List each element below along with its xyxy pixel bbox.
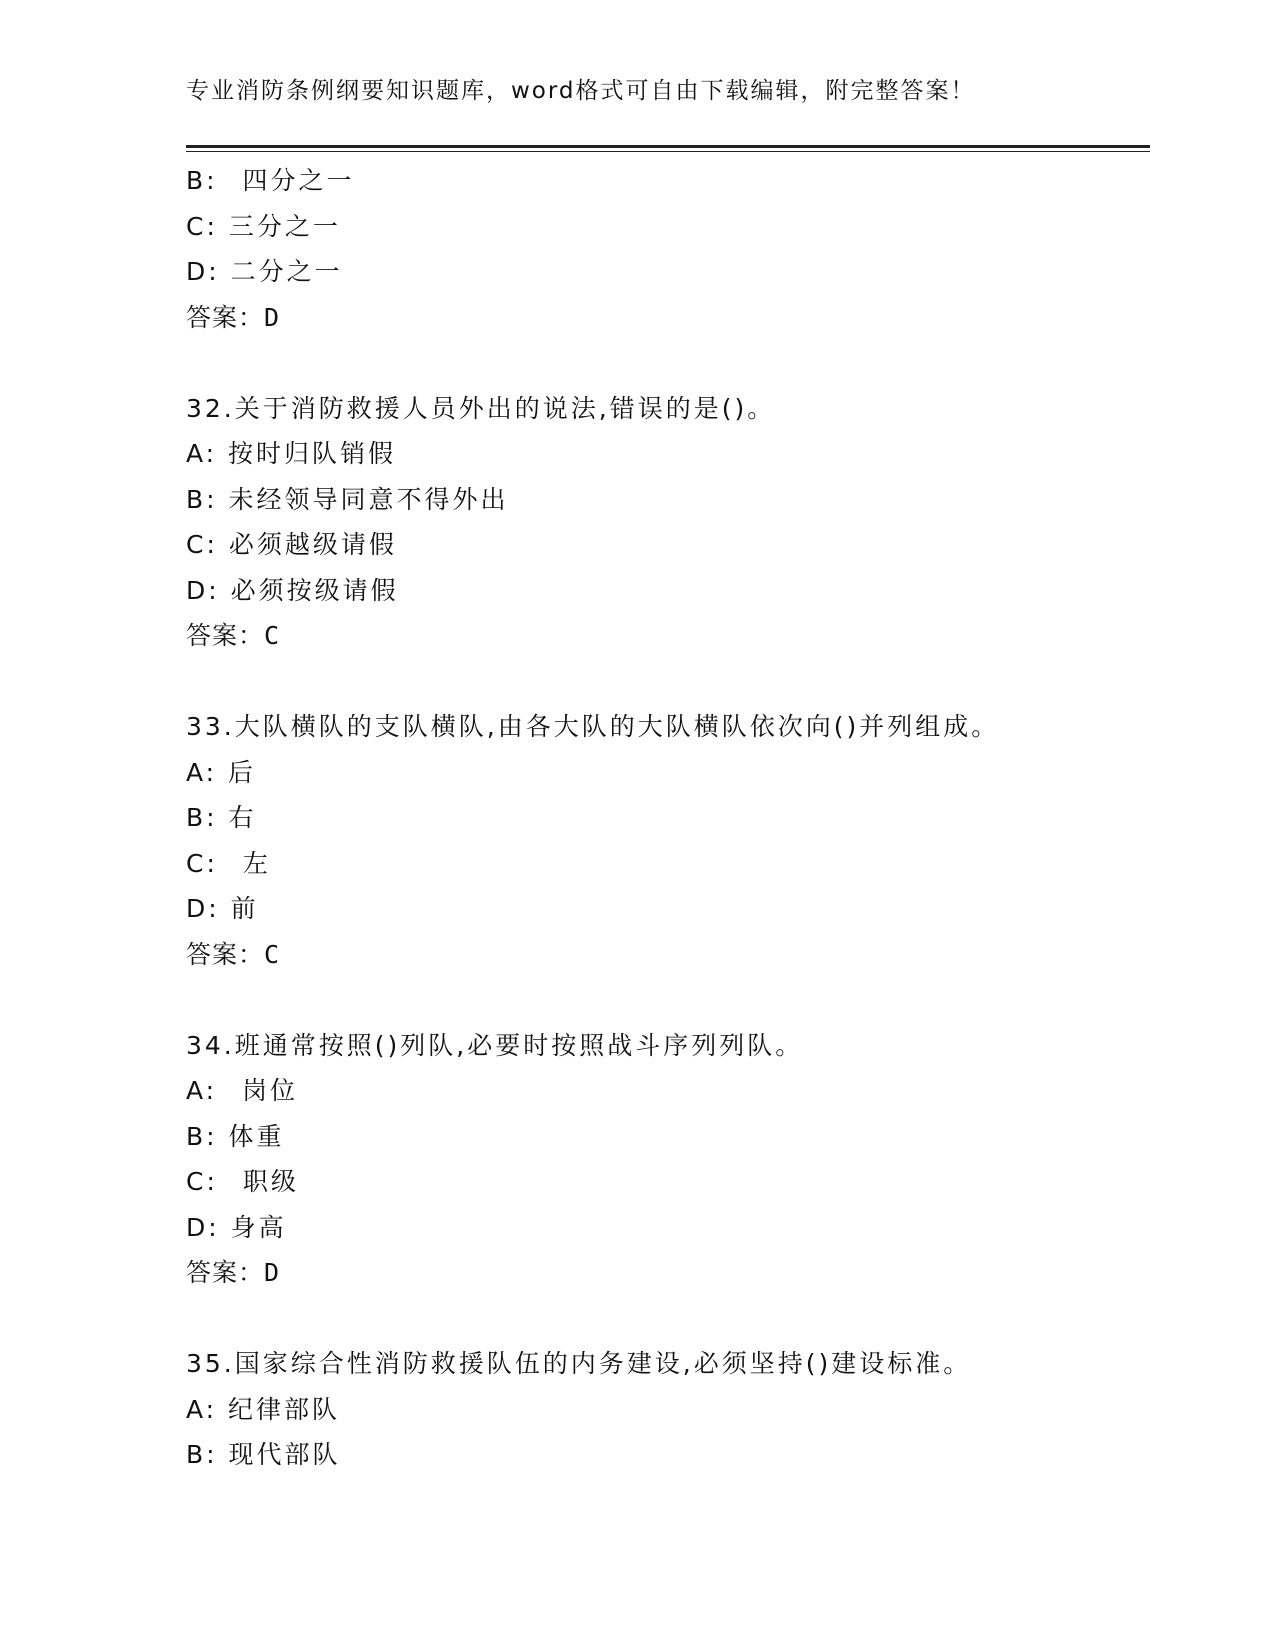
option-c [186, 1159, 1146, 1205]
option-d [186, 1205, 1146, 1251]
option-letter: B: [186, 803, 218, 832]
option-d [186, 568, 1146, 614]
question-stem: 35.国家综合性消防救援队伍的内务建设,必须坚持()建设标准。 [186, 1349, 972, 1378]
option-b [186, 1432, 1146, 1478]
option-text: 四分之一 [242, 166, 355, 195]
option-text: 必须按级请假 [230, 575, 399, 605]
option-letter: B: [186, 484, 218, 514]
option-text: 前 [230, 894, 259, 923]
question-stem: 33.大队横队的支队横队,由各大队的大队横队依次向()并列组成。 [186, 712, 1000, 741]
answer: 答案：D [186, 1258, 281, 1287]
option-text: 三分之一 [228, 211, 341, 241]
option-text: 职级 [242, 1167, 299, 1196]
option-text: 岗位 [242, 1076, 299, 1105]
option-a [186, 431, 1146, 477]
option-letter: C: [186, 211, 218, 241]
question-stem: 34.班通常按照()列队,必要时按照战斗序列列队。 [186, 1030, 804, 1060]
header-rule-thick [186, 145, 1150, 148]
option-letter: D: [186, 1212, 220, 1242]
option-a [186, 1387, 1146, 1433]
option-letter: B: [186, 1440, 218, 1469]
option-text: 二分之一 [230, 257, 343, 286]
question-31-continued [186, 158, 1146, 340]
option-letter: A: [186, 439, 218, 468]
question-list [186, 158, 1146, 1478]
option-letter: D: [186, 575, 220, 605]
option-c [186, 522, 1146, 568]
question-stem: 32.关于消防救援人员外出的说法,错误的是()。 [186, 393, 776, 423]
option-text: 现代部队 [228, 1440, 341, 1469]
answer: 答案：C [186, 621, 281, 650]
option-letter: A: [186, 1076, 218, 1105]
option-text: 体重 [228, 1121, 285, 1151]
question-33 [186, 704, 1146, 977]
question-34 [186, 1023, 1146, 1296]
option-letter: A: [186, 1394, 218, 1424]
option-b [186, 158, 1146, 204]
option-letter: C: [186, 530, 218, 559]
option-letter: C: [186, 1167, 218, 1196]
option-text: 必须越级请假 [228, 530, 397, 559]
option-text: 右 [228, 803, 257, 832]
option-text: 身高 [230, 1212, 287, 1242]
question-32 [186, 386, 1146, 659]
option-letter: D: [186, 257, 220, 286]
option-a [186, 1068, 1146, 1114]
option-b [186, 795, 1146, 841]
answer: 答案：C [186, 939, 281, 969]
option-letter: C: [186, 848, 218, 878]
option-letter: A: [186, 757, 218, 787]
question-35 [186, 1341, 1146, 1478]
option-text: 未经领导同意不得外出 [228, 484, 509, 514]
option-text: 按时归队销假 [228, 439, 397, 468]
option-letter: B: [186, 166, 218, 195]
option-text: 纪律部队 [228, 1394, 341, 1424]
page-header: 专业消防条例纲要知识题库，word格式可自由下载编辑，附完整答案！ [186, 78, 976, 104]
option-c [186, 204, 1146, 250]
option-letter: B: [186, 1121, 218, 1151]
option-b [186, 477, 1146, 523]
option-d [186, 886, 1146, 932]
answer: 答案：D [186, 302, 281, 332]
option-text: 左 [242, 848, 271, 878]
option-a [186, 750, 1146, 796]
option-text: 后 [228, 757, 257, 787]
option-letter: D: [186, 894, 220, 923]
option-c [186, 841, 1146, 887]
header-rule-thin [186, 151, 1150, 152]
option-d [186, 249, 1146, 295]
option-b [186, 1114, 1146, 1160]
